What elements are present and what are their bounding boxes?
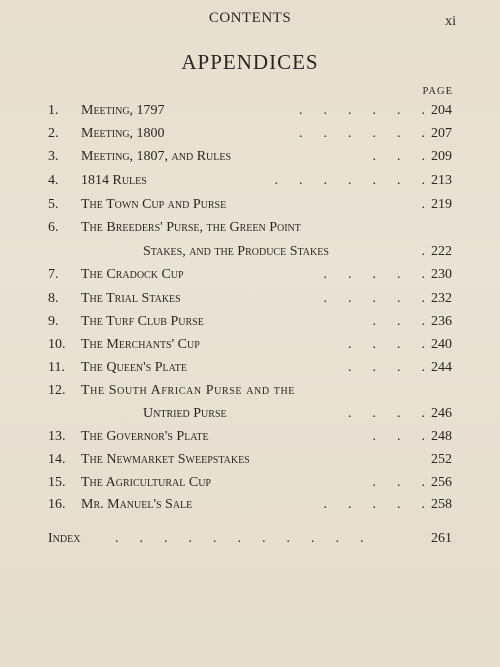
entry-number: 8. — [48, 291, 59, 306]
leader-dots: . — [421, 197, 425, 212]
entry-page: 248 — [431, 429, 452, 444]
toc-entry — [0, 449, 500, 471]
entry-title: The Trial Stakes — [81, 291, 181, 306]
section-title: APPENDICES — [181, 50, 319, 74]
entry-number: 12. — [48, 383, 66, 398]
page-column-heading: PAGE — [422, 86, 453, 97]
entry-title: Meeting, 1797 — [81, 103, 165, 118]
toc-entry — [0, 311, 500, 333]
entry-page: 204 — [431, 103, 452, 118]
entry-page: 256 — [431, 475, 452, 490]
leader-dots: . . . . — [348, 406, 425, 421]
leader-dots: . . . . . — [323, 267, 425, 282]
entry-title: The Merchants' Cup — [81, 337, 200, 352]
index-page: 261 — [431, 531, 452, 546]
toc-entry — [0, 357, 500, 379]
leader-dots: . — [421, 244, 425, 259]
entry-title: 1814 Rules — [81, 173, 147, 188]
entry-page: 244 — [431, 360, 452, 375]
entry-title: The Town Cup and Purse — [81, 197, 227, 212]
entry-number: 9. — [48, 314, 59, 329]
entry-title: The Breeders' Purse, the Green Point — [81, 220, 301, 235]
entry-number: 6. — [48, 220, 59, 235]
leader-dots: . . . — [372, 475, 425, 490]
entry-page: 232 — [431, 291, 452, 306]
leader-dots: . . . . . . — [299, 103, 425, 118]
entry-title: The Agricultural Cup — [81, 475, 211, 490]
entry-title-continued: Stakes, and the Produce Stakes — [143, 244, 329, 259]
entry-page: 246 — [431, 406, 452, 421]
entry-number: 13. — [48, 429, 66, 444]
entry-title: The Queen's Plate — [81, 360, 187, 375]
entry-page: 209 — [431, 149, 452, 164]
entry-title: The Turf Club Purse — [81, 314, 204, 329]
entry-number: 1. — [48, 103, 59, 118]
entry-number: 11. — [48, 360, 65, 375]
toc-entry — [0, 380, 500, 402]
entry-page: 222 — [431, 244, 452, 259]
leader-dots: . . . . . . . . . . . — [115, 531, 364, 546]
entry-number: 3. — [48, 149, 59, 164]
entry-title: The Cradock Cup — [81, 267, 184, 282]
entry-page: 230 — [431, 267, 452, 282]
leader-dots: . . . . . . . — [274, 173, 425, 188]
entry-number: 14. — [48, 452, 66, 467]
toc-entry — [0, 217, 500, 239]
entry-number: 16. — [48, 497, 66, 512]
leader-dots: . . . . . — [323, 291, 425, 306]
entry-page: 207 — [431, 126, 452, 141]
entry-number: 4. — [48, 173, 59, 188]
toc-entry-continued — [0, 241, 500, 263]
entry-page: 219 — [431, 197, 452, 212]
entry-number: 10. — [48, 337, 66, 352]
toc-entry — [0, 472, 500, 494]
entry-number: 5. — [48, 197, 59, 212]
index-title: Index — [48, 531, 81, 546]
entry-title: Meeting, 1807, and Rules — [81, 149, 232, 164]
entry-page: 240 — [431, 337, 452, 352]
toc-entry — [0, 194, 500, 216]
entry-title: Mr. Manuel's Sale — [81, 497, 193, 512]
page-number: xi — [445, 14, 456, 29]
leader-dots: . . . . — [348, 337, 425, 352]
toc-entry — [0, 494, 500, 516]
entry-title: The Newmarket Sweepstakes — [81, 452, 250, 467]
entry-page: 252 — [431, 452, 452, 467]
toc-entry — [0, 100, 500, 122]
toc-entry — [0, 123, 500, 145]
toc-entry — [0, 334, 500, 356]
leader-dots: . . . — [372, 429, 425, 444]
entry-title-continued: Untried Purse — [143, 406, 227, 421]
entry-number: 2. — [48, 126, 59, 141]
entry-title: Meeting, 1800 — [81, 126, 165, 141]
toc-entry — [0, 426, 500, 448]
entry-page: 236 — [431, 314, 452, 329]
entry-page: 258 — [431, 497, 452, 512]
toc-entry — [0, 146, 500, 168]
leader-dots: . . . — [372, 314, 425, 329]
entry-page: 213 — [431, 173, 452, 188]
toc-entry — [0, 170, 500, 192]
toc-entry-continued — [0, 403, 500, 425]
leader-dots: . . . . . — [323, 497, 425, 512]
running-head: CONTENTS — [208, 10, 292, 26]
leader-dots: . . . — [372, 149, 425, 164]
entry-number: 7. — [48, 267, 59, 282]
leader-dots: . . . . — [348, 360, 425, 375]
toc-index-entry — [0, 528, 500, 550]
toc-entry — [0, 264, 500, 286]
entry-number: 15. — [48, 475, 66, 490]
entry-title: The South African Purse and the — [81, 383, 296, 398]
leader-dots: . . . . . . — [299, 126, 425, 141]
toc-entry — [0, 288, 500, 310]
entry-title: The Governor's Plate — [81, 429, 209, 444]
